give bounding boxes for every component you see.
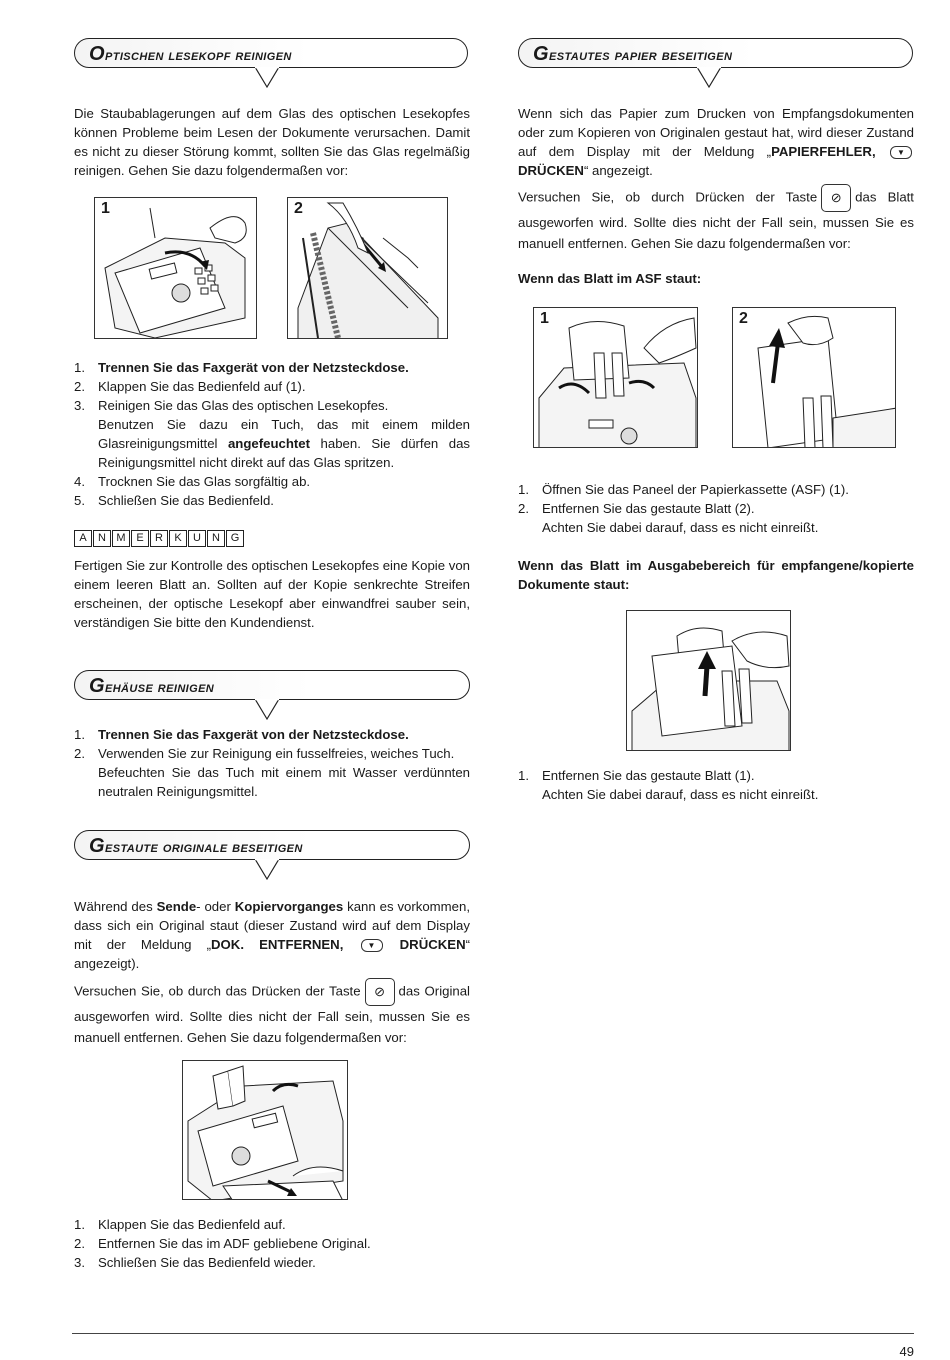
list-item: 3. Reinigen Sie das Glas des optischen Lesekopfes.	[74, 398, 389, 413]
section-title: Optischen lesekopf reinigen	[89, 43, 292, 65]
jam-original-paragraph: Während des Sende- oder Kopiervorganges kann es vorkommen, dass sich ein Original staut (dieser Zustand wird auf dem Display mit der Meldung „DOK. ENTFERNEN, ▼ DRÜCKEN“ angezeigt).	[74, 899, 470, 971]
heading-pointer	[255, 699, 279, 721]
down-arrow-key-icon: ▼	[361, 939, 383, 952]
list-item: Achten Sie dabei darauf, dass es nicht einreißt.	[542, 520, 819, 535]
try-key-paragraph-2: Versuchen Sie, ob durch Drücken der Taste ⊘ das Blatt ausgeworfen wird. Sollte dies nicht der Fall sein, mussen Sie es manuell entfernen. Gehen Sie dazu folgendermaßen vor:	[518, 184, 914, 254]
subheading-output-area: Wenn das Blatt im Ausgabebereich für empfangene/kopierte Dokumente staut:	[518, 558, 914, 592]
figure-remove-output-sheet	[626, 610, 791, 751]
list-item: 1. Entfernen Sie das gestaute Blatt (1).	[518, 768, 755, 783]
list-item: 5. Schließen Sie das Bedienfeld.	[74, 493, 274, 508]
list-item: 4. Trocknen Sie das Glas sorgfältig ab.	[74, 474, 311, 489]
section-title: Gestautes papier beseitigen	[533, 43, 733, 65]
steps-list-3	[74, 1215, 470, 1272]
steps-list-2	[74, 725, 470, 801]
asf-panel-illustration	[534, 308, 698, 448]
list-item: 1. Trennen Sie das Faxgerät von der Netzsteckdose.	[74, 727, 409, 742]
figure-open-asf: 1	[533, 307, 698, 448]
steps-list-4	[518, 480, 914, 537]
intro-paragraph: Die Staubablagerungen auf dem Glas des optischen Lesekopfes können Probleme beim Lesen der Dokumente verursachen. Damit es nicht zu dieser Störung kommt, sollten Sie das Glas regelmäßig reinigen. Gehen Sie dazu folgendermaßen vor:	[74, 106, 470, 178]
figure-open-panel: 1	[94, 197, 257, 339]
list-item: 2. Klappen Sie das Bedienfeld auf (1).	[74, 379, 306, 394]
subheading-asf: Wenn das Blatt im ASF staut:	[518, 271, 702, 286]
heading-optischen-lesekopf	[74, 38, 468, 68]
list-item: 2. Entfernen Sie das gestaute Blatt (2).	[518, 501, 755, 516]
heading-pointer	[255, 67, 279, 89]
heading-gestaute-originale	[74, 830, 470, 860]
section-title: Gehäuse reinigen	[89, 675, 215, 697]
heading-pointer	[255, 859, 279, 881]
list-item: 3. Schließen Sie das Bedienfeld wieder.	[74, 1255, 316, 1270]
list-item: Befeuchten Sie das Tuch mit einem mit Wasser verdünnten neutralen Reinigungsmittel.	[98, 765, 470, 799]
figure-clean-glass: 2	[287, 197, 448, 339]
list-item: Benutzen Sie dazu ein Tuch, das mit einem milden Glasreinigungsmittel angefeuchtet haben. Sie dürfen das Reinigungsmittel nicht direkt auf das Glas spritzen.	[98, 417, 471, 470]
heading-gestautes-papier	[518, 38, 913, 68]
steps-list-5	[518, 766, 914, 804]
list-item: 1. Öffnen Sie das Paneel der Papierkassette (ASF) (1).	[518, 482, 849, 497]
footer-rule	[72, 1333, 914, 1334]
down-arrow-key-icon: ▼	[890, 146, 912, 159]
page-number: 49	[899, 1344, 914, 1359]
output-sheet-illustration	[627, 611, 791, 751]
paper-jam-paragraph: Wenn sich das Papier zum Drucken von Empfangsdokumenten oder zum Kopieren von Originalen gestaut hat, wird dieser Zustand auf dem Display mit der Meldung „PAPIERFEHLER, ▼ DRÜCKEN“ angezeigt.	[518, 106, 914, 178]
note-paragraph: Fertigen Sie zur Kontrolle des optischen Lesekopfes eine Kopie von einem leeren Blatt an. Sollten auf der Kopie senkrechte Streifen erscheinen, der optische Lesekopf aber einwandfrei sauber sein, verständigen Sie bitte den Kundendienst.	[74, 558, 470, 630]
scanner-glass-illustration	[288, 198, 448, 339]
list-item: 2. Entfernen Sie das im ADF gebliebene Original.	[74, 1236, 371, 1251]
heading-gehaeuse-reinigen	[74, 670, 470, 700]
figure-remove-original	[182, 1060, 348, 1200]
list-item: 1. Trennen Sie das Faxgerät von der Netzsteckdose.	[74, 360, 409, 375]
stop-key-icon: ⊘	[365, 978, 395, 1006]
steps-list-1	[74, 358, 470, 510]
list-item: 2. Verwenden Sie zur Reinigung ein fusselfreies, weiches Tuch.	[74, 746, 455, 761]
section-title: Gestaute originale beseitigen	[89, 835, 303, 857]
asf-sheet-illustration	[733, 308, 896, 448]
adf-original-illustration	[183, 1061, 348, 1200]
list-item: Achten Sie dabei darauf, dass es nicht einreißt.	[542, 787, 819, 802]
fax-panel-illustration	[95, 198, 257, 339]
note-badge: A N M E R K U N G	[74, 530, 244, 547]
stop-key-icon: ⊘	[821, 184, 851, 212]
try-key-paragraph: Versuchen Sie, ob durch das Drücken der Taste ⊘ das Original ausgeworfen wird. Sollte dies nicht der Fall sein, mussen Sie es manuell entfernen. Gehen Sie dazu folgendermaßen vor:	[74, 978, 470, 1048]
list-item: 1. Klappen Sie das Bedienfeld auf.	[74, 1217, 286, 1232]
figure-remove-asf-sheet: 2	[732, 307, 896, 448]
heading-pointer	[697, 67, 721, 89]
